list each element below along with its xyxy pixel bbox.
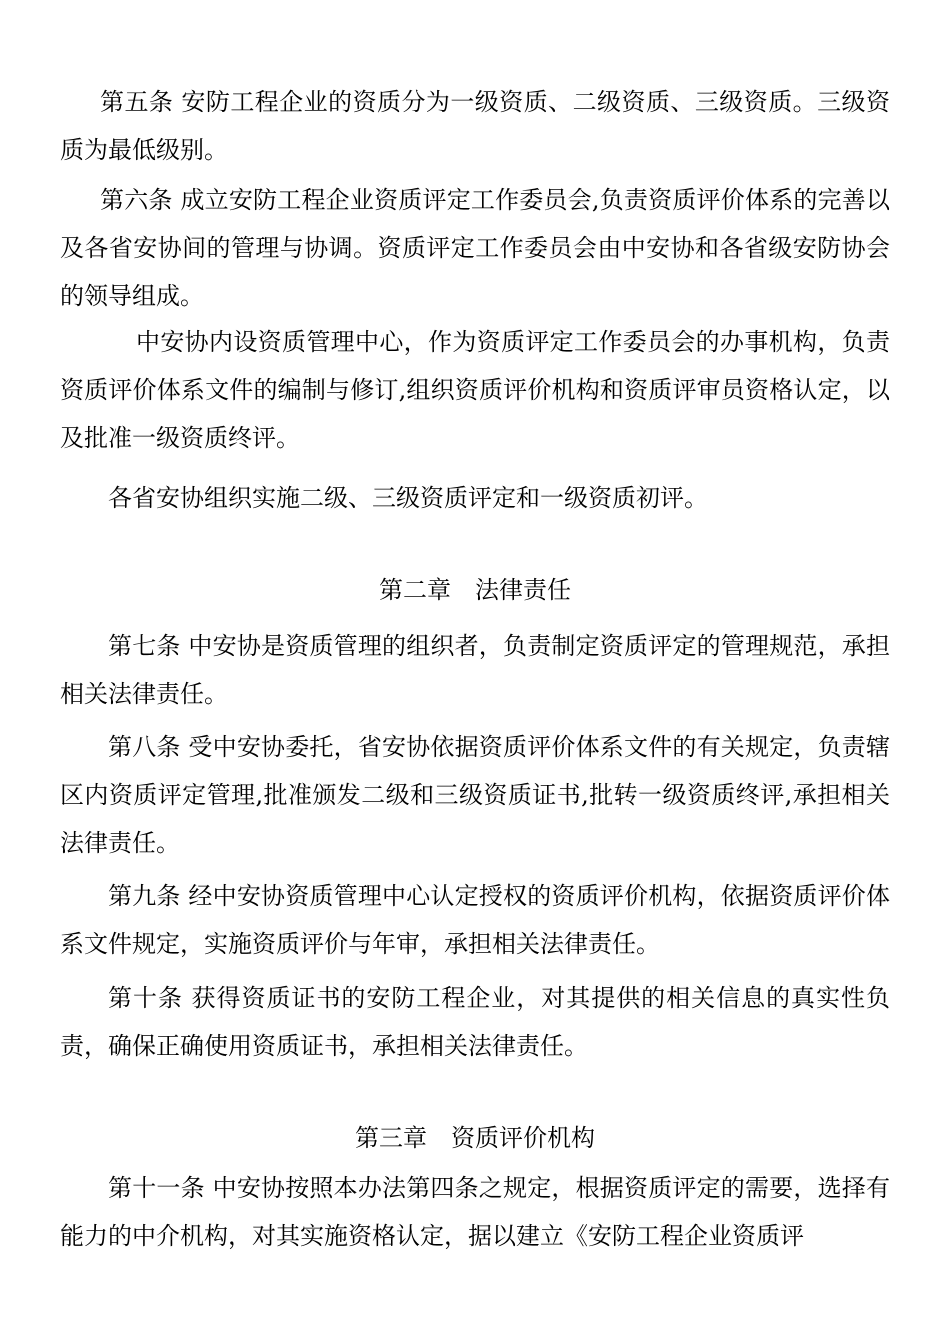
article-7-paragraph: 第七条 中安协是资质管理的组织者，负责制定资质评定的管理规范，承担相关法律责任。 — [60, 632, 890, 708]
chapter-2-heading: 第二章 法律责任 — [379, 576, 571, 604]
article-8-paragraph: 第八条 受中安协委托，省安协依据资质评价体系文件的有关规定，负责辖区内资质评定管理,批准颁发二级和三级资质证书,批转一级资质终评,承担相关法律责任。 — [60, 733, 890, 857]
article-11-paragraph: 第十一条 中安协按照本办法第四条之规定，根据资质评定的需要，选择有能力的中介机构，对其实施资格认定，据以建立《安防工程企业资质评 — [60, 1174, 890, 1250]
article-5-paragraph: 第五条 安防工程企业的资质分为一级资质、二级资质、三级资质。三级资质为最低级别。 — [60, 88, 890, 164]
article-6-management-center-paragraph: 中安协内设资质管理中心，作为资质评定工作委员会的办事机构，负责资质评价体系文件的编制与修订,组织资质评价机构和资质评审员资格认定，以及批准一级资质终评。 — [60, 328, 890, 452]
article-6-paragraph: 第六条 成立安防工程企业资质评定工作委员会,负责资质评价体系的完善以及各省安协间的管理与协调。资质评定工作委员会由中安协和各省级安防协会的领导组成。 — [60, 186, 890, 310]
article-10-paragraph: 第十条 获得资质证书的安防工程企业，对其提供的相关信息的真实性负责，确保正确使用资质证书，承担相关法律责任。 — [60, 984, 890, 1060]
article-6-provincial-paragraph: 各省安协组织实施二级、三级资质评定和一级资质初评。 — [108, 484, 708, 512]
chapter-3-heading: 第三章 资质评价机构 — [355, 1124, 595, 1152]
article-9-paragraph: 第九条 经中安协资质管理中心认定授权的资质评价机构，依据资质评价体系文件规定，实施资质评价与年审，承担相关法律责任。 — [60, 882, 890, 958]
